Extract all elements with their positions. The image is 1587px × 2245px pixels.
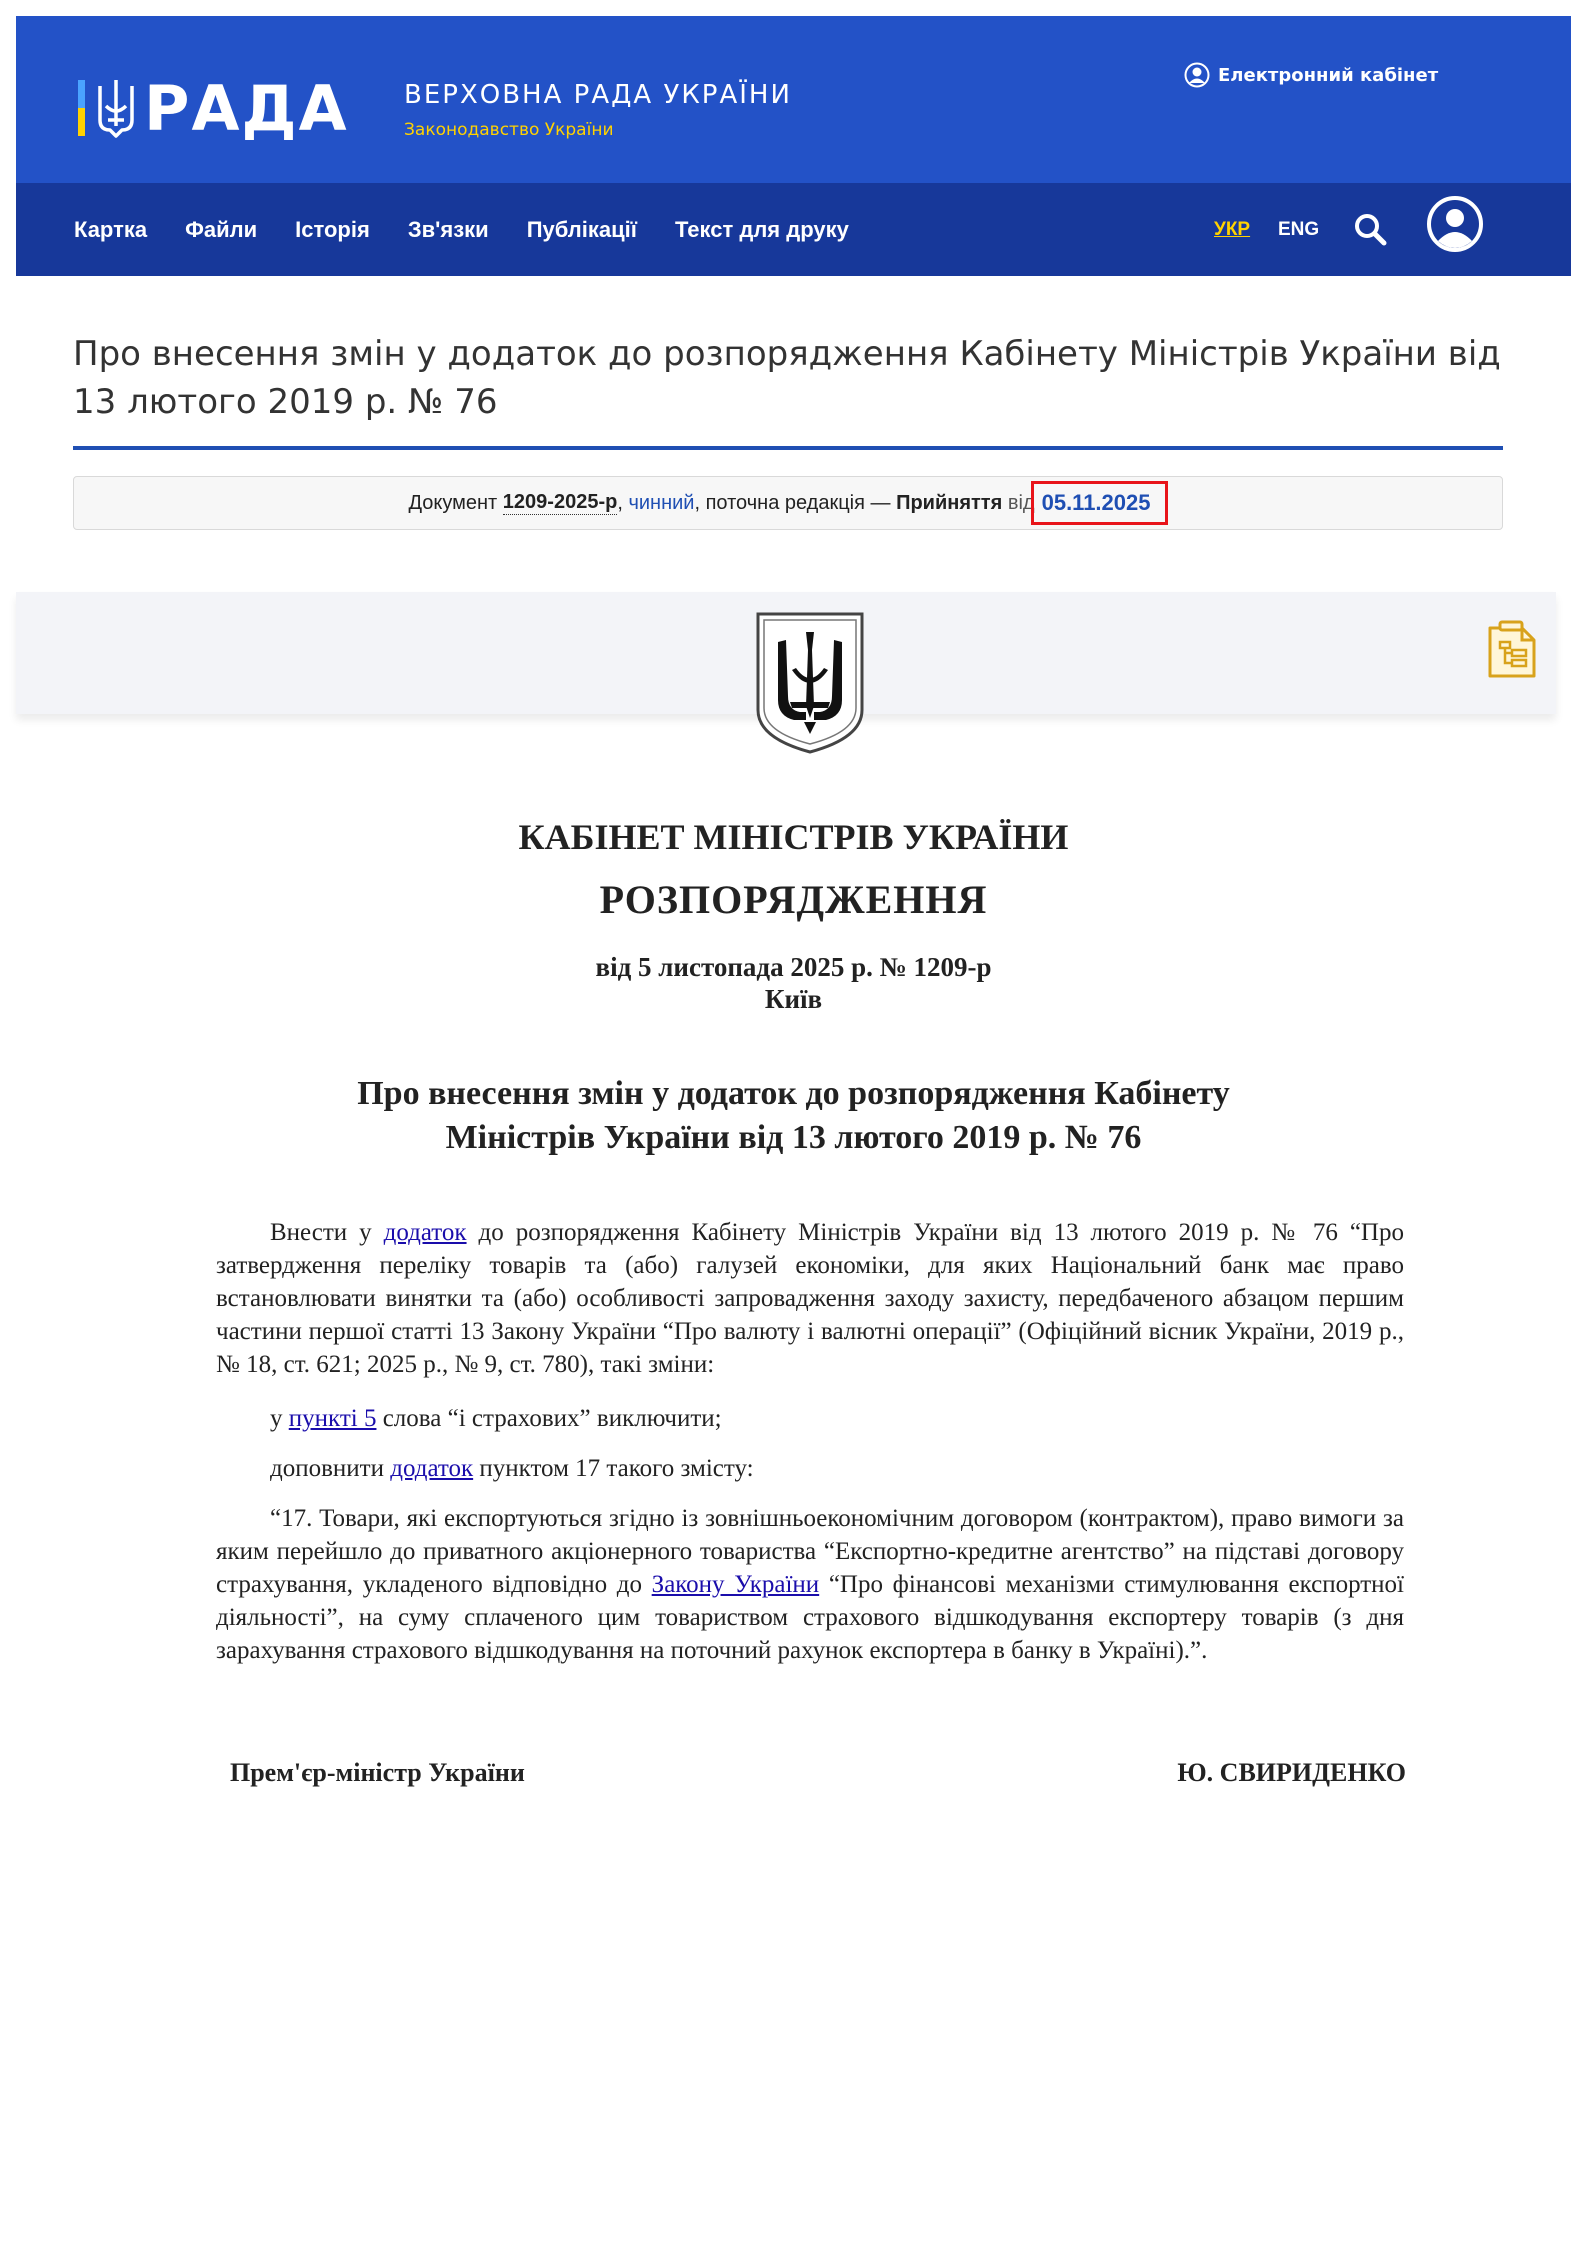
nav-item-files[interactable]: Файли (185, 216, 258, 242)
user-circle-icon (1184, 62, 1210, 88)
signatory-position: Прем'єр-міністр України (230, 1758, 525, 1787)
doc-number[interactable]: 1209-2025-р (502, 491, 618, 513)
doc-edition: , поточна редакція — (694, 491, 897, 514)
logo-subtitle: Законодавство України (404, 120, 614, 140)
link-annex-2[interactable]: додаток (390, 1455, 474, 1482)
doc-prefix: Документ (408, 491, 498, 514)
p2-text-b: слова “і страхових” виключити; (376, 1405, 722, 1432)
site-header (16, 16, 1571, 276)
doc-org: КАБІНЕТ МІНІСТРІВ УКРАЇНИ (518, 817, 1069, 857)
lang-eng[interactable]: ENG (1278, 218, 1320, 240)
p3-text-a: доповнити (270, 1455, 391, 1482)
search-icon[interactable] (1352, 211, 1388, 247)
doc-title-line2: Міністрів України від 13 лютого 2019 р. № 76 (445, 1119, 1142, 1156)
p1-text-b: до розпорядження Кабінету Міністрів України від 13 лютого 2019 р. № 76 “Про затвердження переліку товарів та (або) галузей економіки, для яких Національний банк має право встановлювати винятки та (або) особливості запровадження заходу захисту, передбаченого абзацом першим частини першої статті 13 Закону України “Про валюту і валютні операції” (Офіційний вісник України, 2019 р., № 18, ст. 621; 2025 р., № 9, ст. 780), такі зміни: (216, 1219, 1404, 1378)
logo-title: ВЕРХОВНА РАДА УКРАЇНИ (404, 80, 792, 110)
doc-city: Київ (764, 984, 823, 1014)
accept-label: Прийняття (896, 491, 1003, 514)
doc-status[interactable]: чинний (628, 491, 695, 514)
paragraph-supplement (216, 1452, 1404, 1485)
p3-text-b: пунктом 17 такого змісту: (473, 1455, 754, 1482)
doc-date-line: від 5 листопада 2025 р. № 1209-р (595, 952, 992, 982)
nav-items (74, 183, 887, 276)
p1-text-a: Внести у (270, 1219, 384, 1246)
p2-text-a: у (270, 1405, 289, 1432)
coat-of-arms-icon (754, 610, 866, 756)
logo-word: РАДА (144, 72, 349, 145)
p4-text-b: “Про фінансові механізми стимулювання експортної діяльності”, на суму сплаченого цим товариством страхового відшкодування експортеру товарів (з дня зарахування страхового відшкодування на поточний рахунок експортера в банку в Україні).”. (216, 1571, 1405, 1664)
accept-date[interactable]: 05.11.2025 (1031, 481, 1168, 525)
paragraph-intro (216, 1216, 1404, 1381)
document-info-bar: Документ 1209-2025-р , чинний , поточна редакція — Прийняття від 05.11.2025 (73, 476, 1503, 530)
doc-title-line1: Про внесення змін у додаток до розпорядження Кабінету (357, 1075, 1230, 1112)
flag-mark (78, 80, 85, 136)
nav-item-history[interactable]: Історія (295, 216, 370, 242)
link-annex[interactable]: додаток (383, 1219, 467, 1246)
lang-ukr[interactable]: УКР (1214, 218, 1251, 240)
paragraph-point5 (216, 1402, 1404, 1435)
doc-title (0, 1072, 1587, 1160)
doc-type: РОЗПОРЯДЖЕННЯ (599, 877, 988, 922)
nav-item-card[interactable]: Картка (74, 216, 148, 242)
signatory-name: Ю. СВИРИДЕНКО (1177, 1758, 1406, 1787)
link-point5[interactable]: пункті 5 (288, 1405, 377, 1432)
header-top (16, 16, 1571, 183)
title-divider (73, 446, 1503, 450)
main-nav (16, 183, 1571, 276)
nav-item-publications[interactable]: Публікації (526, 216, 637, 242)
page-title: Про внесення змін у додаток до розпорядження Кабінету Міністрів України від 13 лютого 2019 р. № 76 (73, 334, 1501, 422)
p4-text-a: “17. Товари, які експортуються згідно із зовнішньоекономічним договором (контрактом), право вимоги за яким перейшло до приватного акціонерного товариства “Експортно-кредитне агентство” на підставі договору страхування, укладеного відповідно до (216, 1505, 1404, 1598)
from-label: від (1007, 491, 1035, 514)
nav-item-links[interactable]: Зв'язки (407, 216, 489, 242)
ecabinet-label: Електронний кабінет (1218, 64, 1439, 86)
nav-item-print[interactable]: Текст для друку (674, 216, 849, 242)
link-law[interactable]: Закону України (651, 1571, 820, 1598)
document-structure-icon[interactable] (1484, 618, 1540, 680)
ecabinet-link[interactable] (1184, 60, 1438, 90)
avatar-icon[interactable] (1426, 195, 1484, 253)
paragraph-point17 (216, 1502, 1404, 1667)
trident-icon (96, 76, 136, 142)
